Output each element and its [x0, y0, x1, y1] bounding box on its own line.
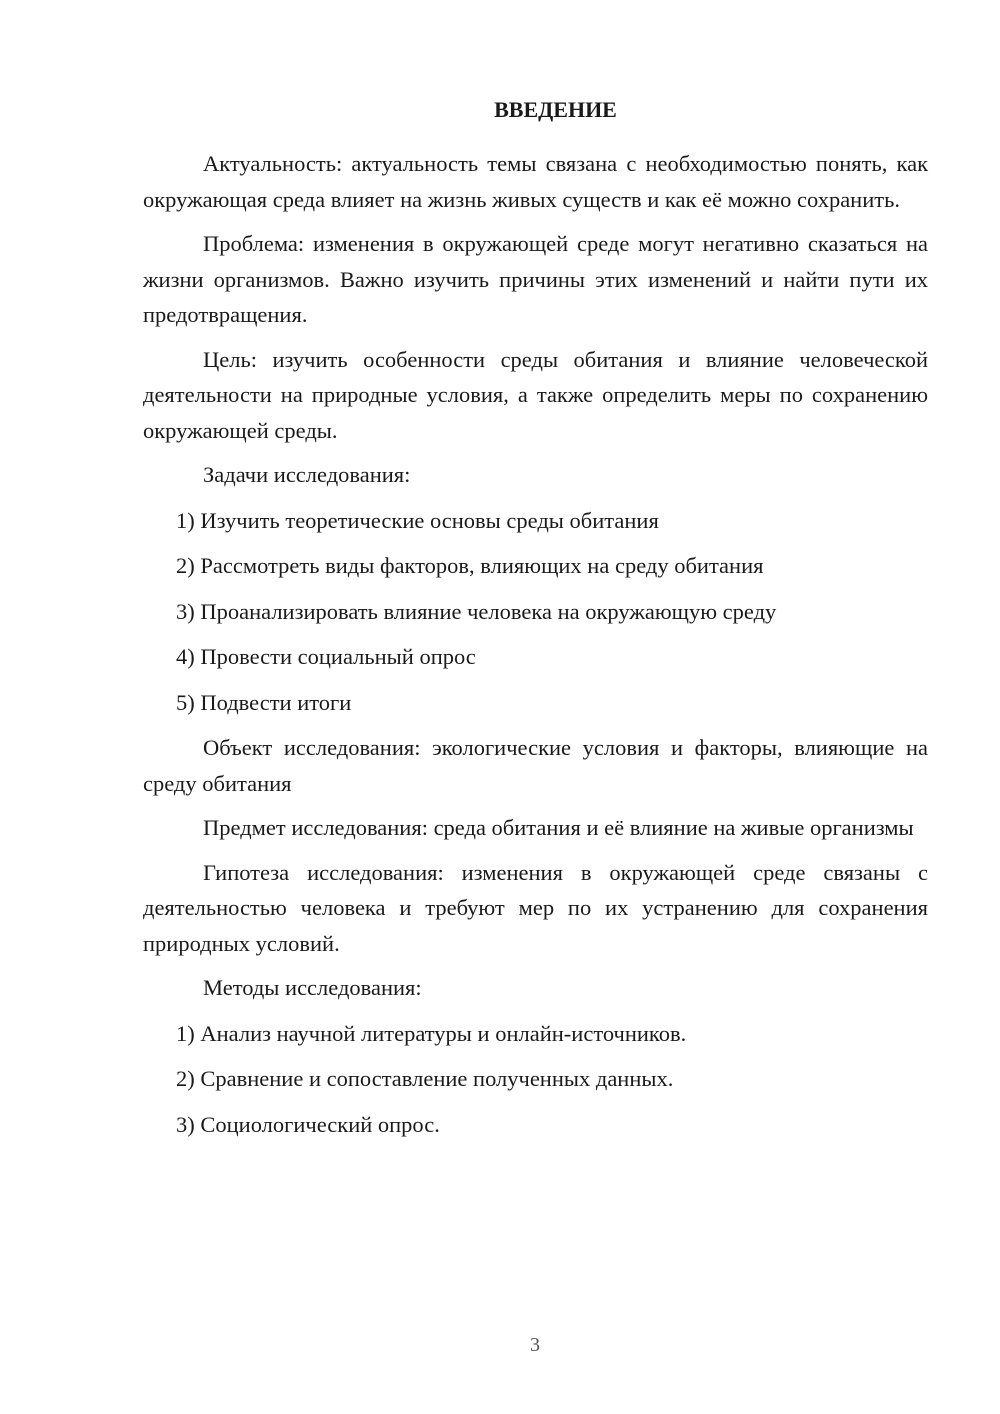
methods-list [143, 1016, 928, 1143]
list-item: 1) Анализ научной литературы и онлайн-источников. [176, 1020, 687, 1046]
methods-heading: Методы исследования: [203, 975, 422, 1000]
list-item: 1) Изучить теоретические основы среды обитания [176, 507, 659, 533]
paragraph-hypothesis: Гипотеза исследования: изменения в окружающей среде связаны с деятельностью человека и требуют мер по их устранению для сохранения природных условий. [143, 859, 928, 956]
paragraph-subject: Предмет исследования: среда обитания и её влияние на живые организмы [203, 815, 914, 840]
list-item: 3) Социологический опрос. [176, 1111, 440, 1137]
paragraph-goal: Цель: изучить особенности среды обитания и влияние человеческой деятельности на природные условия, а также определить меры по сохранению окружающей среды. [143, 346, 928, 443]
paragraph-relevance: Актуальность: актуальность темы связана с необходимостью понять, как окружающая среда влияет на жизнь живых существ и как её можно сохранить. [143, 151, 928, 212]
page-number: 3 [530, 1334, 540, 1356]
list-item: 2) Рассмотреть виды факторов, влияющих на среду обитания [176, 553, 764, 578]
page-title: ВВЕДЕНИЕ [494, 97, 617, 122]
paragraph-object: Объект исследования: экологические условия и факторы, влияющие на среду обитания [143, 735, 928, 796]
list-item: 3) Проанализировать влияние человека на окружающую среду [176, 598, 777, 624]
tasks-heading: Задачи исследования: [203, 462, 411, 487]
list-item: 2) Сравнение и сопоставление полученных данных. [176, 1066, 674, 1091]
list-item: 4) Провести социальный опрос [176, 644, 476, 669]
page-content [143, 92, 928, 1152]
paragraph-problem: Проблема: изменения в окружающей среде могут негативно сказаться на жизни организмов. Важно изучить причины этих изменений и найти пути их предотвращения. [143, 231, 928, 327]
tasks-list [143, 503, 928, 721]
list-item: 5) Подвести итоги [176, 689, 352, 715]
